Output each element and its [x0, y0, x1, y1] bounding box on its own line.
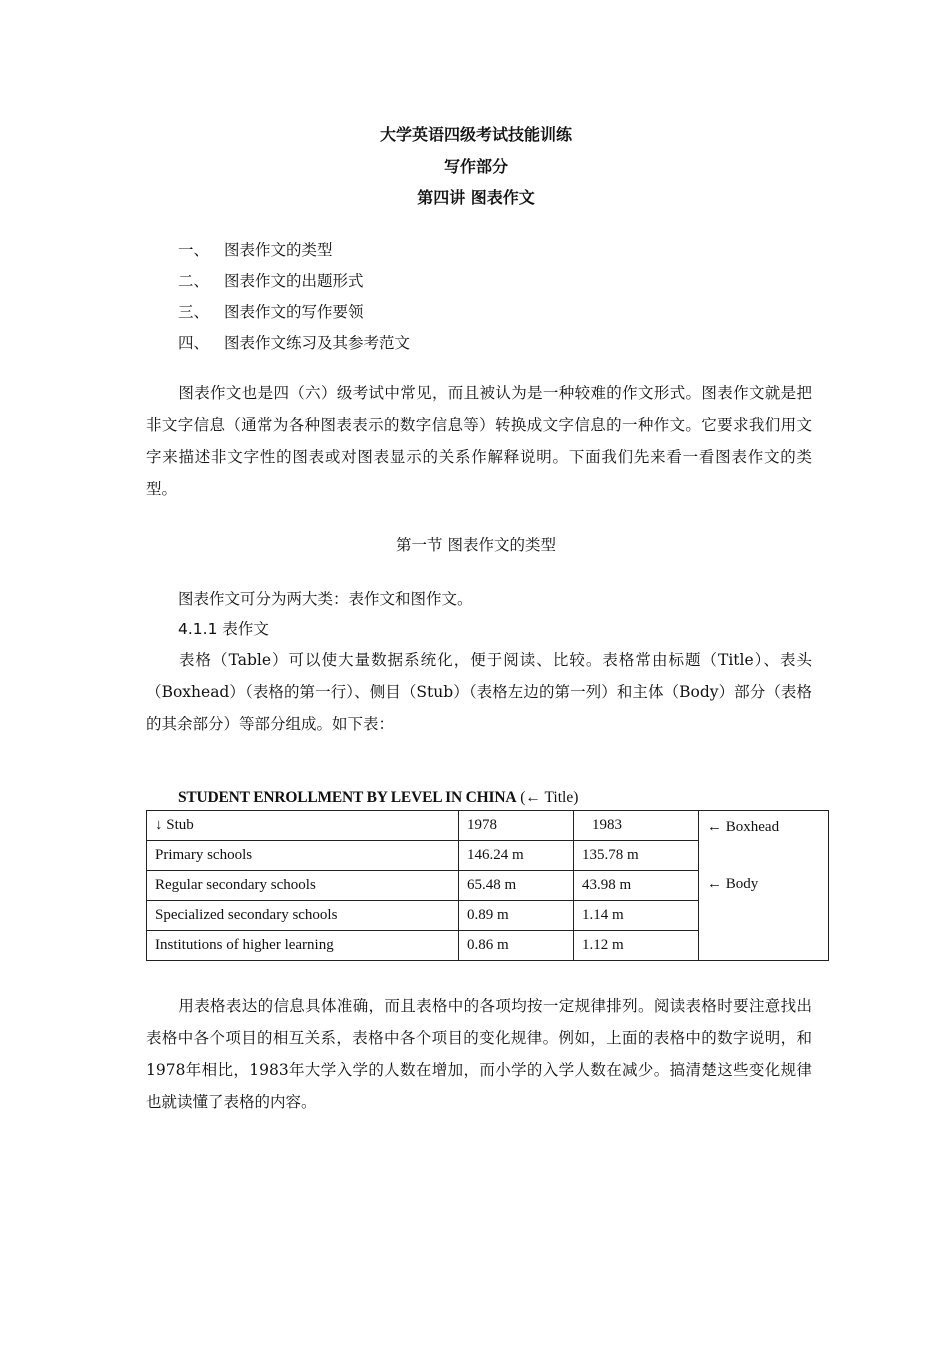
row-label: Primary schools [147, 841, 459, 871]
intro-paragraph [146, 377, 812, 505]
toc-label: 图表作文的出题形式 [224, 272, 364, 290]
subsection-heading [178, 617, 269, 639]
body-annotation: ← Body [707, 876, 759, 892]
value-1978: 0.86 m [459, 931, 574, 961]
toc-number: 一、 [178, 241, 210, 259]
intro-text: 图表作文也是四（六）级考试中常见，而且被认为是一种较难的作文形式。图表作文就是把非文字信息（通常为各种图表表示的数字信息等）转换成文字信息的一种作文。它要求我们用文字来描述非文字性的图表或对图表显示的关系作解释说明。下面我们先来看一看图表作文的类型。 [146, 384, 812, 498]
toc-label: 图表作文的写作要领 [224, 303, 364, 321]
annotation-cell [699, 811, 829, 961]
value-1978: 65.48 m [459, 871, 574, 901]
section-paragraph-2 [146, 644, 812, 740]
table-title-text: STUDENT ENROLLMENT BY LEVEL IN CHINA [178, 789, 517, 806]
stub-header-cell: ↓ Stub [147, 811, 459, 841]
enrollment-table [146, 810, 829, 961]
toc-label: 图表作文的类型 [224, 241, 333, 259]
value-1983: 135.78 m [574, 841, 699, 871]
toc-item [178, 238, 333, 260]
toc-label: 图表作文练习及其参考范文 [224, 334, 411, 352]
document-title: 大学英语四级考试技能训练 [379, 125, 572, 144]
row-label: Specialized secondary schools [147, 901, 459, 931]
year-1983-header: 1983 [574, 811, 699, 841]
lecture-title: 第四讲 图表作文 [417, 188, 535, 207]
value-1983: 1.12 m [574, 931, 699, 961]
table-title-note: (← Title) [520, 789, 579, 806]
toc-number: 三、 [178, 303, 210, 321]
value-1978: 0.89 m [459, 901, 574, 931]
section-paragraph-2-text: 表格（Table）可以使大量数据系统化，便于阅读、比较。表格常由标题（Title）、表头（Boxhead）（表格的第一行）、侧目（Stub）（表格左边的第一列）和主体（Body）部分（表格的其余部分）等部分组成。如下表： [146, 651, 812, 733]
table-title [178, 789, 578, 807]
table-header-row [147, 811, 829, 841]
section-title: 写作部分 [443, 157, 508, 176]
value-1983: 1.14 m [574, 901, 699, 931]
toc-item [178, 300, 364, 322]
toc-number: 四、 [178, 334, 210, 352]
subsection-number: 4.1.1 [178, 620, 218, 638]
toc-item [178, 269, 364, 291]
boxhead-annotation: ← Boxhead [707, 819, 780, 835]
subsection-label: 表作文 [222, 620, 269, 638]
closing-text: 用表格表达的信息具体准确，而且表格中的各项均按一定规律排列。阅读表格时要注意找出表格中各个项目的相互关系，表格中各个项目的变化规律。例如，上面的表格中的数字说明，和1978年相比，1983年大学入学的人数在增加，而小学的入学人数在减少。搞清楚这些变化规律也就读懂了表格的内容。 [146, 997, 812, 1111]
value-1983: 43.98 m [574, 871, 699, 901]
year-1978-header: 1978 [459, 811, 574, 841]
toc-number: 二、 [178, 272, 210, 290]
section-paragraph-1: 图表作文可分为两大类：表作文和图作文。 [178, 590, 473, 608]
section-heading: 第一节 图表作文的类型 [396, 536, 556, 554]
row-label: Regular secondary schools [147, 871, 459, 901]
row-label: Institutions of higher learning [147, 931, 459, 961]
toc-item [178, 331, 410, 353]
value-1978: 146.24 m [459, 841, 574, 871]
closing-paragraph [146, 990, 812, 1118]
